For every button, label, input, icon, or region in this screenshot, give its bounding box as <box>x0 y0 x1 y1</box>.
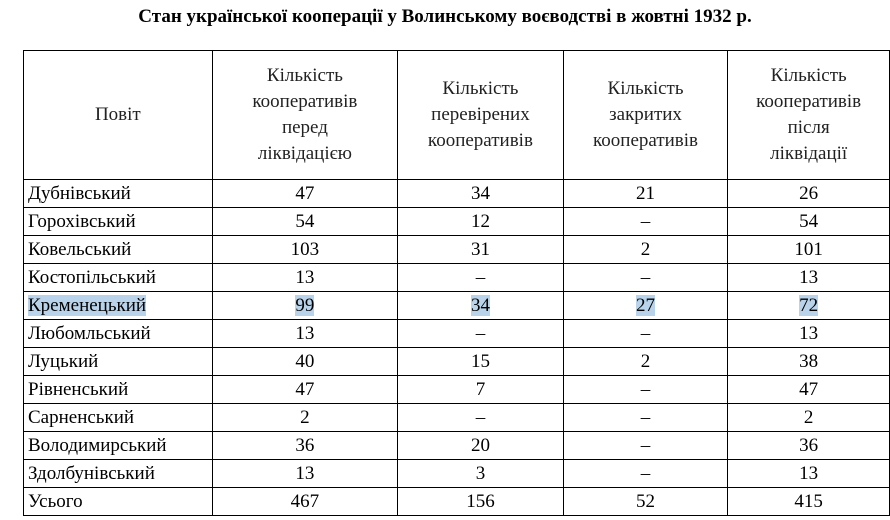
cell-value: 72 <box>799 294 819 316</box>
district-name: Кременецький <box>28 294 147 316</box>
header-row <box>24 51 890 180</box>
cell-value: – <box>640 378 651 400</box>
cell-value: 47 <box>295 378 315 400</box>
table-title: Стан української кооперації у Волинському воєводстві в жовтні 1932 р. <box>138 6 752 27</box>
cell-value: 54 <box>799 210 819 232</box>
district-cell <box>24 432 213 460</box>
cell-value: – <box>640 322 651 344</box>
cell-value: 13 <box>799 322 819 344</box>
cell-value: 156 <box>466 490 495 512</box>
cell-value: 34 <box>470 182 490 204</box>
value-cell <box>563 404 728 432</box>
district-cell <box>24 460 213 488</box>
district-name: Любомльський <box>28 322 151 344</box>
cell-value: – <box>640 462 651 484</box>
table-row <box>24 376 890 404</box>
value-cell <box>398 404 564 432</box>
cell-value: 2 <box>803 406 814 428</box>
cell-value: 20 <box>470 434 490 456</box>
table-row <box>24 292 890 320</box>
value-cell <box>563 180 728 208</box>
header-closed <box>563 51 728 180</box>
table-body <box>24 180 890 516</box>
cell-value: 15 <box>470 350 490 372</box>
district-name: Здолбунівський <box>28 462 155 484</box>
header-line: ліквідації <box>770 143 848 164</box>
value-cell <box>212 208 397 236</box>
cell-value: 13 <box>295 322 315 344</box>
value-cell <box>728 376 890 404</box>
cell-value: – <box>475 266 486 288</box>
table-row <box>24 348 890 376</box>
cell-value: 54 <box>295 210 315 232</box>
header-district <box>24 51 213 180</box>
cell-value: 12 <box>470 210 490 232</box>
value-cell <box>398 488 564 516</box>
value-cell <box>563 376 728 404</box>
header-line: перевірених <box>431 104 530 125</box>
district-name: Володимирський <box>28 434 167 456</box>
value-cell <box>212 348 397 376</box>
district-name: Ковельський <box>28 238 132 260</box>
cell-value: 467 <box>290 490 320 512</box>
district-name: Сарненський <box>28 406 135 428</box>
header-line: перед <box>281 117 328 138</box>
cell-value: 99 <box>295 294 315 316</box>
value-cell <box>398 236 564 264</box>
value-cell <box>563 292 728 320</box>
value-cell <box>563 264 728 292</box>
district-cell <box>24 236 213 264</box>
cell-value: 13 <box>295 462 315 484</box>
header-before-liquidation <box>212 51 397 180</box>
cell-value: – <box>475 406 486 428</box>
cell-value: 2 <box>300 406 310 428</box>
cooperatives-table <box>23 50 890 516</box>
district-name: Костопільський <box>28 266 156 288</box>
table-row <box>24 432 890 460</box>
cell-value: 47 <box>799 378 819 400</box>
district-name: Горохівський <box>28 210 136 232</box>
cell-value: 103 <box>290 238 320 260</box>
cell-value: 13 <box>295 266 315 288</box>
cell-value: 2 <box>640 238 651 260</box>
cell-value: 34 <box>470 294 490 316</box>
district-cell <box>24 320 213 348</box>
district-cell <box>24 404 213 432</box>
value-cell <box>212 488 397 516</box>
cell-value: 31 <box>470 238 490 260</box>
value-cell <box>563 432 728 460</box>
table-row <box>24 404 890 432</box>
value-cell <box>563 348 728 376</box>
cell-value: 13 <box>799 462 819 484</box>
district-cell <box>24 180 213 208</box>
table-row <box>24 264 890 292</box>
value-cell <box>728 320 890 348</box>
value-cell <box>398 460 564 488</box>
header-line: кооперативів <box>427 130 533 151</box>
header-line: кооперативів <box>593 130 699 151</box>
cell-value: – <box>640 406 651 428</box>
value-cell <box>398 292 564 320</box>
cell-value: – <box>640 434 651 456</box>
cell-value: – <box>640 266 651 288</box>
value-cell <box>398 180 564 208</box>
cell-value: 27 <box>636 294 656 316</box>
value-cell <box>728 208 890 236</box>
value-cell <box>212 180 397 208</box>
table-row <box>24 180 890 208</box>
value-cell <box>212 236 397 264</box>
value-cell <box>728 292 890 320</box>
cell-value: 36 <box>799 434 819 456</box>
cell-value: 2 <box>640 350 651 372</box>
cell-value: 47 <box>295 182 315 204</box>
value-cell <box>728 348 890 376</box>
value-cell <box>563 460 728 488</box>
header-line: Кількість <box>442 78 519 99</box>
header-line: ліквідацією <box>257 143 352 164</box>
header-line: Кількість <box>770 65 847 86</box>
district-cell <box>24 292 213 320</box>
value-cell <box>728 404 890 432</box>
cell-value: – <box>640 210 651 232</box>
header-after-liquidation <box>728 51 890 180</box>
header-line: кооперативів <box>756 91 862 112</box>
value-cell <box>398 320 564 348</box>
district-cell <box>24 376 213 404</box>
value-cell <box>563 320 728 348</box>
value-cell <box>398 208 564 236</box>
value-cell <box>728 488 890 516</box>
cell-value: 40 <box>295 350 315 372</box>
cell-value: 21 <box>636 182 656 204</box>
value-cell <box>398 348 564 376</box>
header-line: закритих <box>609 104 682 125</box>
cell-value: 26 <box>799 182 819 204</box>
value-cell <box>212 460 397 488</box>
value-cell <box>728 236 890 264</box>
cell-value: – <box>475 322 486 344</box>
value-cell <box>728 180 890 208</box>
district-cell <box>24 348 213 376</box>
header-line: кооперативів <box>252 91 358 112</box>
value-cell <box>728 264 890 292</box>
value-cell <box>212 292 397 320</box>
district-name: Усього <box>28 490 83 512</box>
table-row <box>24 208 890 236</box>
value-cell <box>212 320 397 348</box>
cell-value: 415 <box>794 490 823 512</box>
header-line: Кількість <box>266 65 343 86</box>
value-cell <box>212 432 397 460</box>
district-name: Луцький <box>28 350 99 372</box>
value-cell <box>563 236 728 264</box>
cell-value: 3 <box>475 462 486 484</box>
cell-value: 36 <box>295 434 315 456</box>
table-row <box>24 236 890 264</box>
district-cell <box>24 208 213 236</box>
value-cell <box>212 264 397 292</box>
value-cell <box>398 264 564 292</box>
value-cell <box>398 376 564 404</box>
value-cell <box>563 208 728 236</box>
value-cell <box>398 432 564 460</box>
cell-value: 7 <box>475 378 486 400</box>
table-row <box>24 320 890 348</box>
cell-value: 101 <box>794 238 823 260</box>
header-checked <box>398 51 564 180</box>
header-line: після <box>787 117 830 138</box>
value-cell <box>728 432 890 460</box>
value-cell <box>563 488 728 516</box>
district-cell <box>24 264 213 292</box>
cell-value: 52 <box>636 490 656 512</box>
value-cell <box>212 404 397 432</box>
district-name: Дубнівський <box>28 182 131 204</box>
header-line: Кількість <box>607 78 684 99</box>
cell-value: 38 <box>799 350 819 372</box>
value-cell <box>212 376 397 404</box>
district-cell <box>24 488 213 516</box>
value-cell <box>728 460 890 488</box>
total-row <box>24 488 890 516</box>
district-name: Рівненський <box>28 378 129 400</box>
table-row <box>24 460 890 488</box>
header-line: Повіт <box>94 104 141 125</box>
cell-value: 13 <box>799 266 819 288</box>
